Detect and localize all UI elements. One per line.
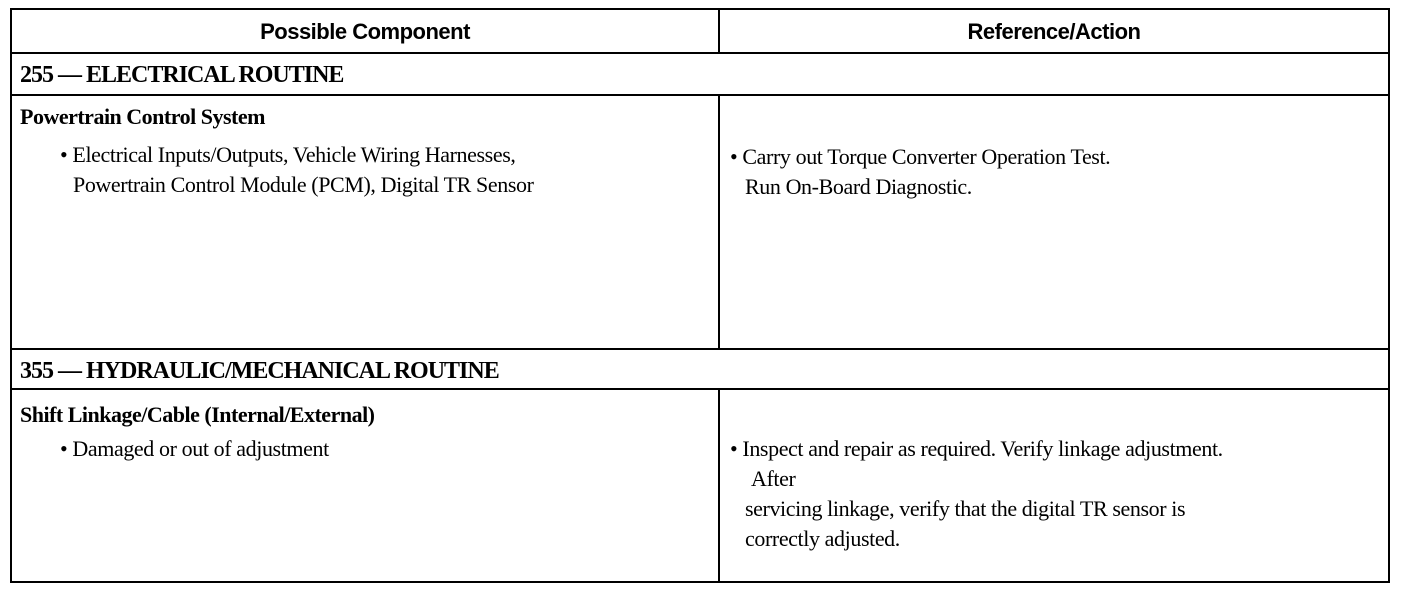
action-line: After (751, 466, 796, 491)
action-line: servicing linkage, verify that the digital TR sensor is (745, 496, 1186, 521)
component-line: Powertrain Control Module (PCM), Digital TR Sensor (73, 172, 534, 197)
component-group-powertrain: Powertrain Control System (20, 104, 265, 129)
component-list-item (60, 140, 534, 200)
header-reference-action: Reference/Action (967, 19, 1141, 44)
component-group-shift-linkage: Shift Linkage/Cable (Internal/External) (20, 402, 375, 427)
action-line: • Inspect and repair as required. Verify linkage adjustment. (730, 436, 1223, 461)
component-line: • Electrical Inputs/Outputs, Vehicle Wiring Harnesses, (60, 142, 516, 167)
header-possible-component: Possible Component (260, 19, 470, 44)
component-line: • Damaged or out of adjustment (60, 436, 329, 461)
section-2-title-rule (12, 388, 1388, 390)
section-title-hydraulic-mechanical: 355 — HYDRAULIC/MECHANICAL ROUTINE (20, 358, 499, 384)
section-1-title-rule (12, 94, 1388, 96)
action-line: correctly adjusted. (745, 526, 900, 551)
action-list-item (730, 142, 1110, 202)
action-line: • Carry out Torque Converter Operation Test. (730, 144, 1111, 169)
action-list-item (730, 434, 1223, 554)
section-title-electrical: 255 — ELECTRICAL ROUTINE (20, 62, 344, 88)
diagnostic-table (10, 8, 1390, 583)
component-list-item (60, 434, 329, 464)
column-divider-section-1 (718, 96, 720, 350)
action-line: Run On-Board Diagnostic. (745, 174, 972, 199)
section-2-top-rule (12, 348, 1388, 350)
column-divider-section-2 (718, 390, 720, 583)
